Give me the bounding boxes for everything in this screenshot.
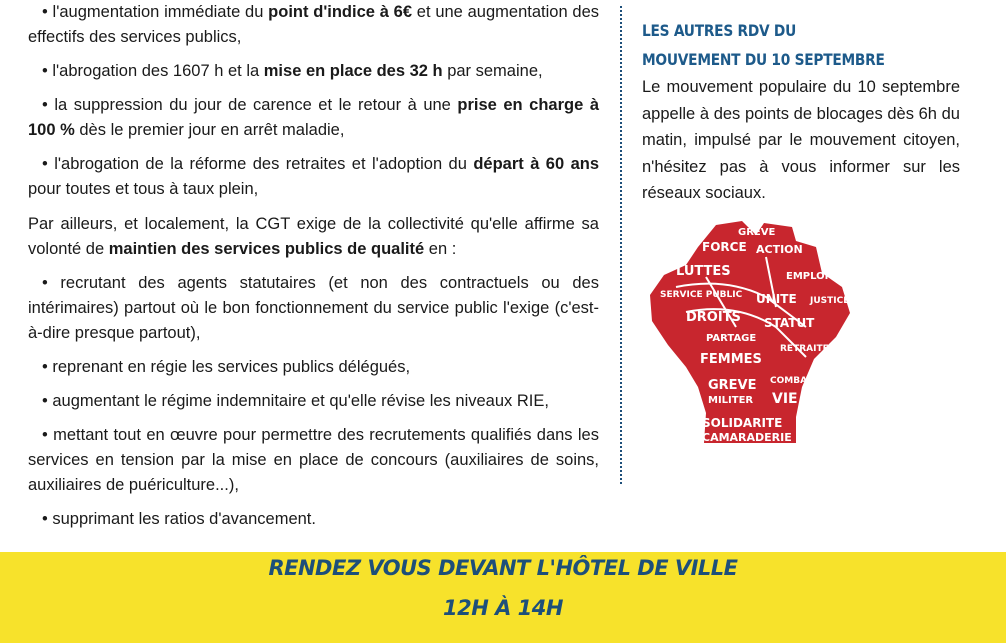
local-demands-intro: Par ailleurs, et localement, la CGT exige de la collectivité qu'elle affirme sa volonté de maintien des services publics de qualité en : — [28, 215, 599, 258]
local-demand-recrutement: • recrutant des agents statutaires (et non des contractuels ou des intérimaires) partout où le bon fonctionnement du service public l'exige (c'est-à-dire presque partout), — [28, 274, 599, 342]
fist-word: CAMARADERIE — [702, 431, 792, 444]
demand-point-indice: • l'augmentation immédiate du point d'indice à 6€ et une augmentation des effectifs des services publics, — [28, 3, 599, 46]
meeting-banner — [0, 552, 1006, 643]
fist-word: JUSTICE — [810, 296, 850, 306]
fist-word: GREVE — [738, 227, 776, 238]
other-events-column — [642, 16, 960, 207]
fist-word: GREVE — [708, 378, 757, 393]
other-events-text: Le mouvement populaire du 10 septembre appelle à des points de blocages dès 6h du matin, impulsé par le mouvement citoyen, n'hésitez pas à vous informer sur les réseaux sociaux. — [642, 78, 960, 202]
local-demand-concours: • mettant tout en œuvre pour permettre des recrutements qualifiés dans les services en tension par la mise en place de concours (auxiliaires de soins, auxiliaires de puériculture...), — [28, 426, 599, 494]
banner-time: 12H À 14H — [443, 596, 563, 620]
fist-word: LUTTES — [676, 264, 731, 279]
fist-word: STATUT — [764, 316, 815, 330]
fist-word: MILITER — [708, 395, 754, 406]
fist-word: PARTAGE — [706, 333, 757, 344]
fist-word: ACTION — [756, 243, 803, 256]
demand-jour-carence: • la suppression du jour de carence et le retour à une prise en charge à 100 % dès le premier jour en arrêt maladie, — [28, 96, 600, 139]
fist-word: DROITS — [686, 310, 741, 325]
fist-word: SOLIDARITE — [702, 416, 783, 430]
demands-column — [28, 0, 599, 532]
fist-word: SERVICE PUBLIC — [660, 290, 743, 300]
fist-word: RETRAITES — [780, 344, 836, 354]
other-events-title-line2: MOUVEMENT DU 10 SEPTEMBRE — [642, 50, 885, 69]
fist-word: FEMMES — [700, 352, 762, 367]
column-divider — [620, 6, 622, 484]
other-events-title-line1: LES AUTRES RDV DU — [642, 21, 797, 40]
local-demand-rie: • augmentant le régime indemnitaire et qu'elle révise les niveaux RIE, — [42, 392, 549, 410]
fist-shape — [650, 221, 850, 443]
demand-32h: • l'abrogation des 1607 h et la mise en place des 32 h par semaine, — [42, 62, 543, 80]
banner-location: RENDEZ VOUS DEVANT L'HÔTEL DE VILLE — [268, 556, 738, 580]
fist-word: EMPLOI — [786, 271, 829, 282]
local-demand-ratios: • supprimant les ratios d'avancement. — [42, 510, 316, 528]
local-demand-regie: • reprenant en régie les services publics délégués, — [42, 358, 411, 376]
fist-word: VIE — [772, 391, 798, 407]
fist-word: FORCE — [702, 240, 747, 254]
demand-retraites: • l'abrogation de la réforme des retraites et l'adoption du départ à 60 ans pour toutes et tous à taux plein, — [28, 155, 600, 198]
fist-word: COMBAT — [770, 376, 813, 386]
raised-fist-image — [646, 217, 854, 447]
fist-word: UNITE — [756, 292, 797, 306]
